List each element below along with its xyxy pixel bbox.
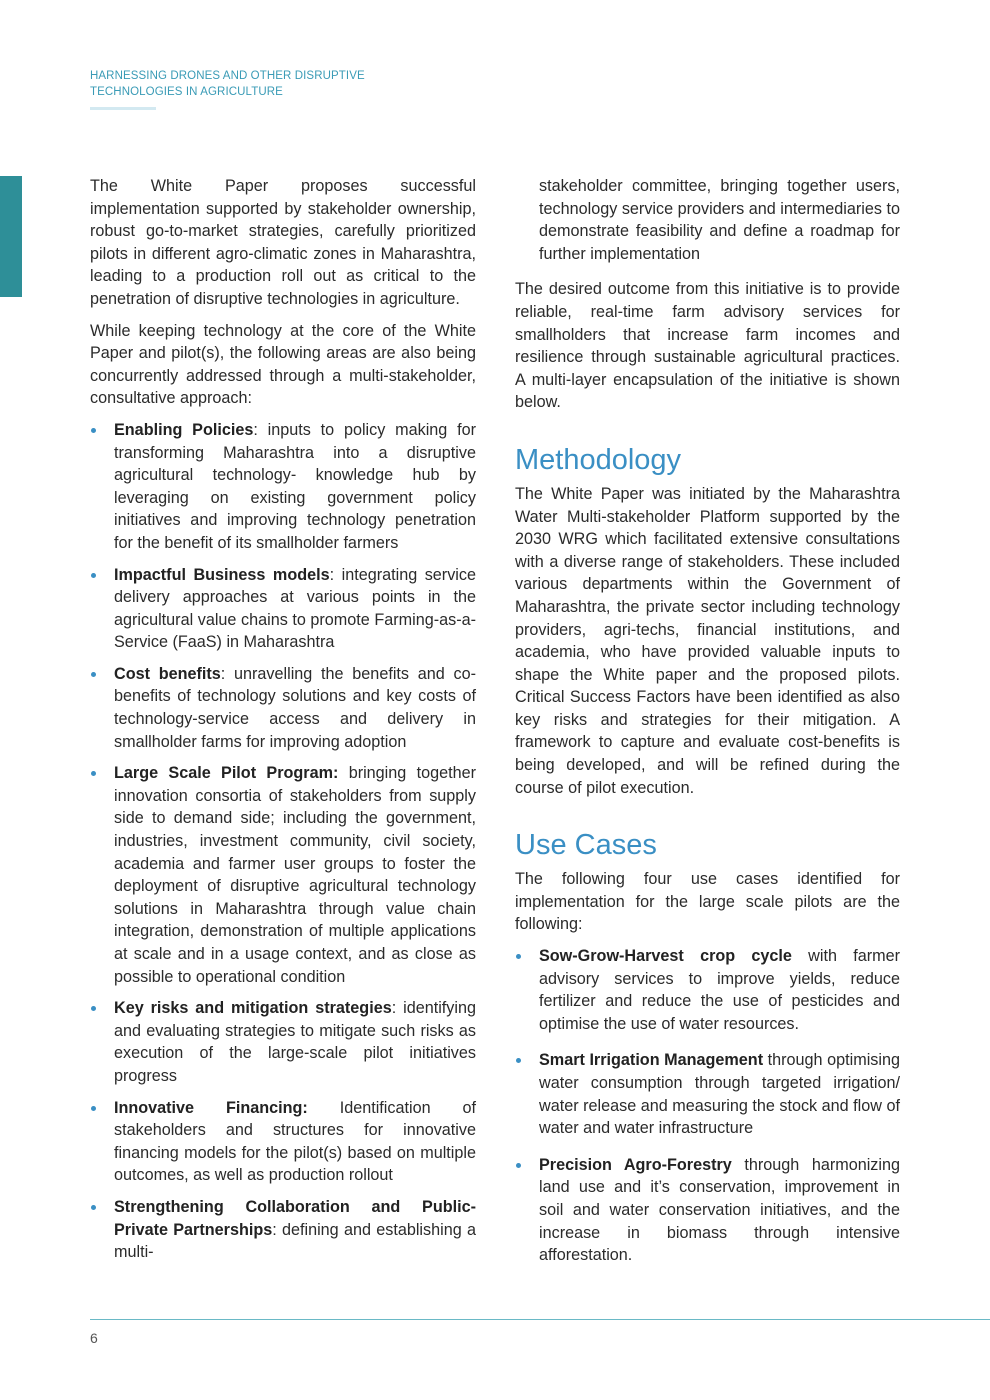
list-item-title: Enabling Policies xyxy=(114,420,254,439)
list-item-text: : identifying and evaluating strategies to mitigate such risks as execution of the large-scale pilot initiatives progress xyxy=(114,999,476,1085)
list-item xyxy=(90,419,476,555)
list-item-text: : defining and establishing a multi- xyxy=(114,1220,476,1262)
list-item-title: Innovative Financing: xyxy=(114,1098,308,1117)
list-item-text: bringing together innovation consortia of stakeholders from supply side to demand side; including the government, industries, investment community, civil society, academia and farmer user groups to foster the deployment of disruptive agricultural technology solutions in Maharashtra through value chain integration, demonstration of multiple applications at scale and in a usage context, and as close as possible to operational condition xyxy=(114,764,477,986)
list-item xyxy=(90,1196,476,1264)
bullet-continuation: stakeholder committee, bringing together users, technology service providers and intermediaries to demonstrate feasibility and define a roadmap for further implementation xyxy=(539,177,900,263)
list-item-title: Cost benefits xyxy=(114,664,221,683)
list-item xyxy=(90,663,476,753)
running-header-line-2: TECHNOLOGIES IN AGRICULTURE xyxy=(90,86,283,98)
right-column xyxy=(515,175,900,1281)
running-header-line-1: HARNESSING DRONES AND OTHER DISRUPTIVE xyxy=(90,70,365,82)
header-underline xyxy=(90,107,156,110)
intro-paragraph: The White Paper proposes successful implementation supported by stakeholder ownership, robust go-to-market strategies, carefully prioritized pilots in different agro-climatic zones in Maharashtra, leading to a production roll out as critical to the penetration of disruptive technologies in agriculture. xyxy=(90,177,476,308)
side-color-tab xyxy=(0,176,22,297)
methodology-paragraph: The White Paper was initiated by the Maharashtra Water Multi-stakeholder Platform supported by the 2030 WRG which facilitated extensive consultations with a diverse range of stakeholders. These included various departments within the Government of Maharashtra, the private sector including technology providers, agri-techs, financial institutions, and academia, who have provided valuable inputs to shape the White paper and the proposed pilots. Critical Success Factors have been identified as also key risks and strategies for their mitigation. A framework to capture and evaluate cost-benefits is being developed, and will be refined during the course of pilot execution. xyxy=(515,484,900,797)
list-item xyxy=(515,1154,900,1267)
list-item xyxy=(90,1097,476,1187)
list-item xyxy=(90,762,476,988)
footer-rule xyxy=(90,1319,990,1320)
list-item xyxy=(90,564,476,654)
list-item-text: through optimising water consumption through targeted irrigation/ water release and measuring the stock and flow of water and water infrastructure xyxy=(539,1051,900,1138)
list-item-text: through harmonizing land use and it’s conservation, improvement in soil and water conservation initiatives, and the increase in biomass through intensive afforestation. xyxy=(539,1155,901,1265)
list-item xyxy=(515,945,900,1035)
list-item-text: Identification of stakeholders and structures for innovative financing models for the pilot(s) based on multiple outcomes, as well as production rollout xyxy=(114,1098,476,1185)
list-item-title: Smart Irrigation Management xyxy=(539,1051,764,1070)
running-header xyxy=(90,68,365,100)
page-number: 6 xyxy=(90,1330,98,1346)
list-item-title: Key risks and mitigation strategies xyxy=(114,999,392,1018)
list-item-title: Large Scale Pilot Program: xyxy=(114,764,339,783)
list-item xyxy=(515,1049,900,1139)
methodology-heading: Methodology xyxy=(515,443,682,476)
list-item-title: Strengthening Collaboration and Public-Private Partnerships xyxy=(114,1197,476,1239)
use-cases-list xyxy=(515,945,900,1267)
left-column xyxy=(90,175,476,1273)
list-item-title: Sow-Grow-Harvest crop cycle xyxy=(539,947,792,966)
list-item-text: : inputs to policy making for transforming Maharashtra into a disruptive agricultural technology- knowledge hub by leveraging on existing government policy initiatives and improving technology penetration for the benefit of its smallholder farmers xyxy=(114,420,477,552)
use-cases-heading: Use Cases xyxy=(515,829,657,862)
outcome-paragraph: The desired outcome from this initiative is to provide reliable, real-time farm advisory services for smallholders that increase farm incomes and resilience through sustainable agricultural practices. A multi-layer encapsulation of the initiative is shown below. xyxy=(515,280,900,412)
use-cases-intro: The following four use cases identified for implementation for the large scale pilots are the following: xyxy=(515,870,900,934)
list-item-text: with farmer advisory services to improve yields, reduce fertilizer and reduce the use of pesticides and optimise the use of water resources. xyxy=(539,947,900,1033)
list-item-text: : unravelling the benefits and co-benefits of technology solutions and key costs of technology-service access and delivery in smallholder farms for improving adoption xyxy=(114,664,476,751)
list-item xyxy=(90,997,476,1087)
list-item-text: : integrating service delivery approaches at various points in the agricultural value chains to promote Farming-as-a-Service (FaaS) in Maharashtra xyxy=(114,565,476,652)
areas-paragraph: While keeping technology at the core of the White Paper and pilot(s), the following areas are also being concurrently addressed through a multi-stakeholder, consultative approach: xyxy=(90,321,476,408)
focus-areas-list xyxy=(90,419,476,1264)
list-item-title: Impactful Business models xyxy=(114,565,330,584)
list-item-title: Precision Agro-Forestry xyxy=(539,1155,732,1174)
